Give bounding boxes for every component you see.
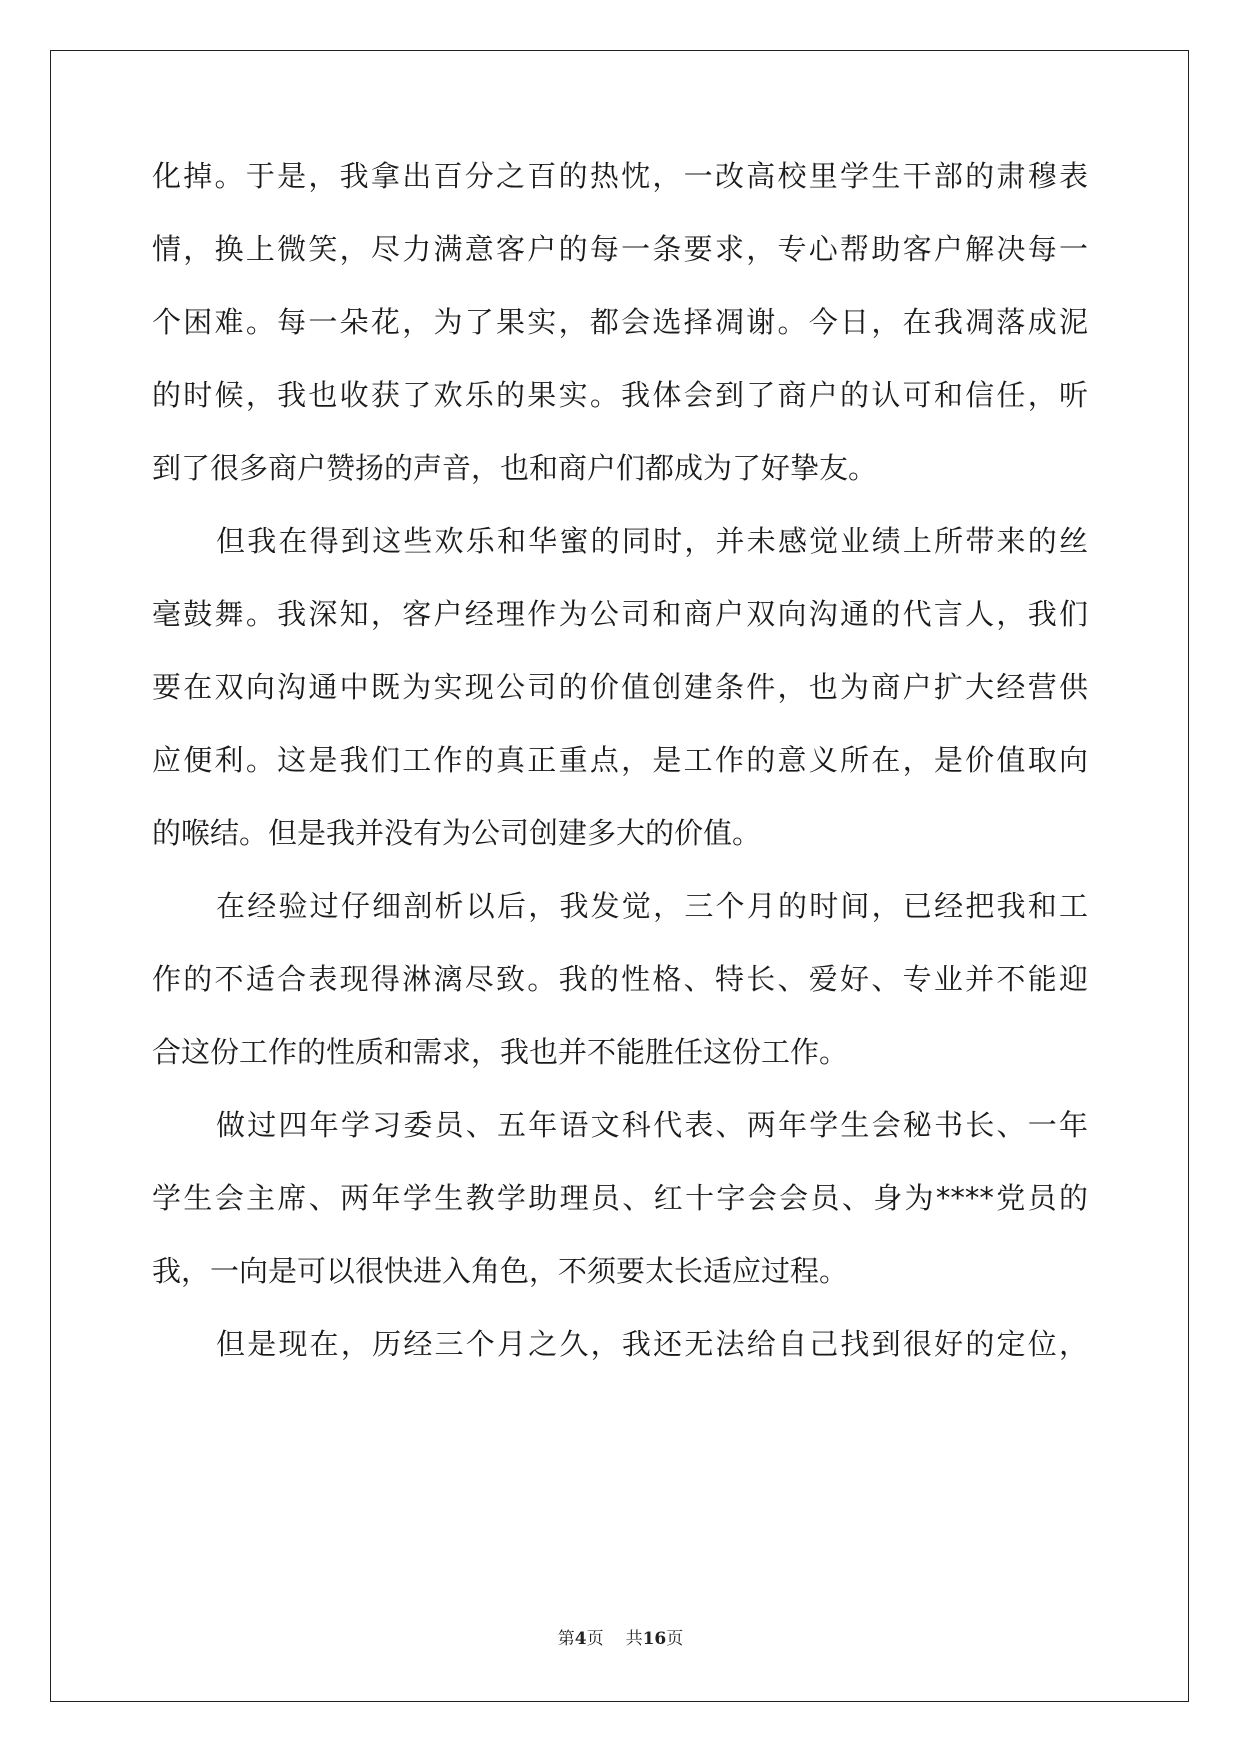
paragraph-first-line: 但是现在，历经三个月之久，我还无法给自己找到很好的定位， xyxy=(216,1327,1088,1361)
page-suffix: 页 xyxy=(586,1629,604,1649)
paragraph-first-line: 但我在得到这些欢乐和华蜜的同时，并未感觉业绩上所带来的丝 xyxy=(216,524,1088,558)
text-line: 作的不适合表现得淋漓尽致。我的性格、特长、爱好、专业并不能迎 xyxy=(152,962,1088,996)
paragraph-first-line: 在经验过仔细剖析以后，我发觉，三个月的时间，已经把我和工 xyxy=(216,889,1088,923)
text-line: 学生会主席、两年学生教学助理员、红十字会会员、身为****党员的 xyxy=(152,1181,1088,1215)
text-line: 化掉。于是，我拿出百分之百的热忱，一改高校里学生干部的肃穆表 xyxy=(152,159,1088,193)
text-line: 个困难。每一朵花，为了果实，都会选择凋谢。今日，在我凋落成泥 xyxy=(152,305,1088,339)
text-line: 情，换上微笑，尽力满意客户的每一条要求，专心帮助客户解决每一 xyxy=(152,232,1088,266)
current-page-number: 4 xyxy=(574,1629,587,1649)
text-line: 我，一向是可以很快进入角色，不须要太长适应过程。 xyxy=(152,1254,849,1288)
text-line: 要在双向沟通中既为实现公司的价值创建条件，也为商户扩大经营供 xyxy=(152,670,1088,704)
page-border xyxy=(50,50,1189,1702)
total-prefix: 共 xyxy=(625,1629,643,1649)
paragraph-first-line: 做过四年学习委员、五年语文科代表、两年学生会秘书长、一年 xyxy=(216,1108,1088,1142)
total-page-number: 16 xyxy=(642,1629,667,1649)
text-line: 合这份工作的性质和需求，我也并不能胜任这份工作。 xyxy=(152,1035,849,1069)
page-footer xyxy=(0,1624,1241,1649)
text-line: 到了很多商户赞扬的声音，也和商户们都成为了好挚友。 xyxy=(152,451,878,485)
text-line: 的喉结。但是我并没有为公司创建多大的价值。 xyxy=(152,816,762,850)
text-line: 的时候，我也收获了欢乐的果实。我体会到了商户的认可和信任，听 xyxy=(152,378,1088,412)
text-line: 应便利。这是我们工作的真正重点，是工作的意义所在，是价值取向 xyxy=(152,743,1088,777)
text-line: 毫鼓舞。我深知，客户经理作为公司和商户双向沟通的代言人，我们 xyxy=(152,597,1088,631)
total-suffix: 页 xyxy=(666,1629,684,1649)
page-prefix: 第 xyxy=(557,1629,575,1649)
